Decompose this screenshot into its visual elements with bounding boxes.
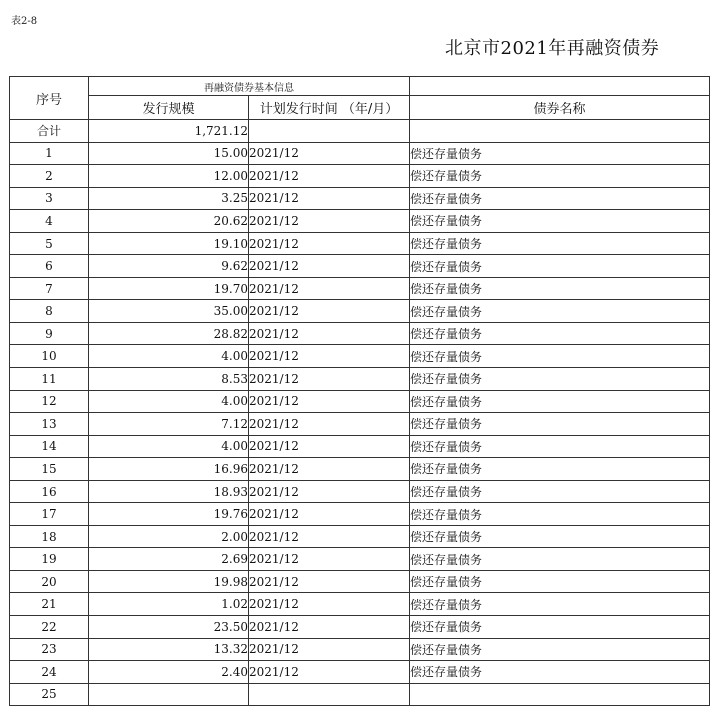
row-name-cell: 偿还存量债务 [410, 142, 710, 165]
row-time-cell: 2021/12 [249, 616, 410, 639]
row-scale-cell: 15.00 [89, 142, 249, 165]
column-header-name: 债券名称 [410, 96, 710, 120]
row-scale-cell: 7.12 [89, 413, 249, 436]
row-time-cell: 2021/12 [249, 322, 410, 345]
row-time-cell: 2021/12 [249, 503, 410, 526]
row-time-cell: 2021/12 [249, 480, 410, 503]
total-scale: 1,721.12 [89, 120, 249, 143]
row-seq-cell: 10 [10, 345, 89, 368]
row-seq-cell: 14 [10, 435, 89, 458]
row-seq-cell: 13 [10, 413, 89, 436]
row-name-cell: 偿还存量债务 [410, 390, 710, 413]
row-name-cell: 偿还存量债务 [410, 593, 710, 616]
table-row [10, 322, 710, 345]
table-row [10, 300, 710, 323]
row-scale-cell: 2.00 [89, 525, 249, 548]
row-name-cell: 偿还存量债务 [410, 503, 710, 526]
row-scale-cell: 4.00 [89, 435, 249, 458]
row-time-cell: 2021/12 [249, 165, 410, 188]
row-scale-cell: 18.93 [89, 480, 249, 503]
row-scale-cell: 19.76 [89, 503, 249, 526]
row-time-cell: 2021/12 [249, 368, 410, 391]
table-row [10, 503, 710, 526]
table-row [10, 345, 710, 368]
row-scale-cell: 3.25 [89, 187, 249, 210]
row-seq-cell: 16 [10, 480, 89, 503]
row-time-cell: 2021/12 [249, 525, 410, 548]
table-row [10, 165, 710, 188]
row-seq-cell: 2 [10, 165, 89, 188]
row-time-cell [249, 683, 410, 706]
column-header-time: 计划发行时间 （年/月） [249, 96, 410, 120]
bond-table [9, 76, 710, 706]
row-scale-cell: 1.02 [89, 593, 249, 616]
table-row [10, 368, 710, 391]
row-scale-cell: 12.00 [89, 165, 249, 188]
row-name-cell: 偿还存量债务 [410, 616, 710, 639]
row-seq-cell: 24 [10, 661, 89, 684]
row-scale-cell: 20.62 [89, 210, 249, 233]
row-time-cell: 2021/12 [249, 187, 410, 210]
total-name [410, 120, 710, 143]
row-seq-cell: 4 [10, 210, 89, 233]
table-row [10, 525, 710, 548]
table-row [10, 390, 710, 413]
row-time-cell: 2021/12 [249, 548, 410, 571]
row-seq-cell: 23 [10, 638, 89, 661]
row-time-cell: 2021/12 [249, 255, 410, 278]
row-time-cell: 2021/12 [249, 345, 410, 368]
table-row [10, 142, 710, 165]
row-name-cell: 偿还存量债务 [410, 435, 710, 458]
table-row [10, 593, 710, 616]
row-time-cell: 2021/12 [249, 210, 410, 233]
row-name-cell: 偿还存量债务 [410, 187, 710, 210]
total-row [10, 120, 710, 143]
row-name-cell: 偿还存量债务 [410, 661, 710, 684]
row-scale-cell: 23.50 [89, 616, 249, 639]
row-name-cell: 偿还存量债务 [410, 570, 710, 593]
row-name-cell: 偿还存量债务 [410, 413, 710, 436]
table-row [10, 413, 710, 436]
table-row [10, 255, 710, 278]
row-seq-cell: 12 [10, 390, 89, 413]
row-name-cell: 偿还存量债务 [410, 548, 710, 571]
row-scale-cell [89, 683, 249, 706]
document-title: 北京市2021年再融资债券 [445, 38, 660, 59]
row-seq-cell: 3 [10, 187, 89, 210]
column-header-scale: 发行规模 [89, 96, 249, 120]
row-time-cell: 2021/12 [249, 277, 410, 300]
table-row [10, 277, 710, 300]
row-name-cell [410, 683, 710, 706]
row-scale-cell: 19.98 [89, 570, 249, 593]
table-row [10, 661, 710, 684]
row-seq-cell: 11 [10, 368, 89, 391]
row-name-cell: 偿还存量债务 [410, 277, 710, 300]
row-scale-cell: 4.00 [89, 390, 249, 413]
row-scale-cell: 2.40 [89, 661, 249, 684]
header-blank-cell [410, 77, 710, 96]
row-name-cell: 偿还存量债务 [410, 255, 710, 278]
row-scale-cell: 13.32 [89, 638, 249, 661]
group-header-bond-info: 再融资债券基本信息 [89, 77, 410, 96]
row-scale-cell: 35.00 [89, 300, 249, 323]
row-time-cell: 2021/12 [249, 593, 410, 616]
row-name-cell: 偿还存量债务 [410, 165, 710, 188]
row-seq-cell: 20 [10, 570, 89, 593]
table-row [10, 210, 710, 233]
row-seq-cell: 1 [10, 142, 89, 165]
row-name-cell: 偿还存量债务 [410, 322, 710, 345]
row-time-cell: 2021/12 [249, 458, 410, 481]
row-seq-cell: 18 [10, 525, 89, 548]
row-time-cell: 2021/12 [249, 661, 410, 684]
row-name-cell: 偿还存量债务 [410, 368, 710, 391]
row-seq-cell: 25 [10, 683, 89, 706]
row-time-cell: 2021/12 [249, 232, 410, 255]
row-scale-cell: 9.62 [89, 255, 249, 278]
row-name-cell: 偿还存量债务 [410, 300, 710, 323]
table-row [10, 638, 710, 661]
row-seq-cell: 19 [10, 548, 89, 571]
row-name-cell: 偿还存量债务 [410, 210, 710, 233]
table-subheader-row [10, 96, 710, 120]
column-header-seq: 序号 [10, 77, 89, 120]
row-seq-cell: 6 [10, 255, 89, 278]
row-time-cell: 2021/12 [249, 638, 410, 661]
table-header-row [10, 77, 710, 96]
row-scale-cell: 2.69 [89, 548, 249, 571]
row-name-cell: 偿还存量债务 [410, 638, 710, 661]
row-name-cell: 偿还存量债务 [410, 232, 710, 255]
table-row [10, 435, 710, 458]
row-time-cell: 2021/12 [249, 435, 410, 458]
row-scale-cell: 8.53 [89, 368, 249, 391]
table-row [10, 570, 710, 593]
row-time-cell: 2021/12 [249, 570, 410, 593]
row-seq-cell: 15 [10, 458, 89, 481]
row-scale-cell: 4.00 [89, 345, 249, 368]
row-time-cell: 2021/12 [249, 390, 410, 413]
table-row [10, 232, 710, 255]
row-scale-cell: 16.96 [89, 458, 249, 481]
table-body [10, 120, 710, 706]
table-row [10, 458, 710, 481]
table-row [10, 683, 710, 706]
row-name-cell: 偿还存量债务 [410, 480, 710, 503]
row-seq-cell: 5 [10, 232, 89, 255]
row-name-cell: 偿还存量债务 [410, 525, 710, 548]
row-time-cell: 2021/12 [249, 413, 410, 436]
row-name-cell: 偿还存量债务 [410, 345, 710, 368]
row-seq-cell: 17 [10, 503, 89, 526]
row-seq-cell: 21 [10, 593, 89, 616]
row-scale-cell: 28.82 [89, 322, 249, 345]
row-seq-cell: 7 [10, 277, 89, 300]
row-seq-cell: 9 [10, 322, 89, 345]
row-scale-cell: 19.10 [89, 232, 249, 255]
table-row [10, 548, 710, 571]
row-scale-cell: 19.70 [89, 277, 249, 300]
table-number: 表2-8 [11, 16, 38, 27]
table-row [10, 187, 710, 210]
total-time [249, 120, 410, 143]
table-row [10, 616, 710, 639]
row-seq-cell: 8 [10, 300, 89, 323]
row-time-cell: 2021/12 [249, 300, 410, 323]
total-label: 合计 [10, 120, 89, 143]
table-row [10, 480, 710, 503]
row-time-cell: 2021/12 [249, 142, 410, 165]
row-seq-cell: 22 [10, 616, 89, 639]
row-name-cell: 偿还存量债务 [410, 458, 710, 481]
